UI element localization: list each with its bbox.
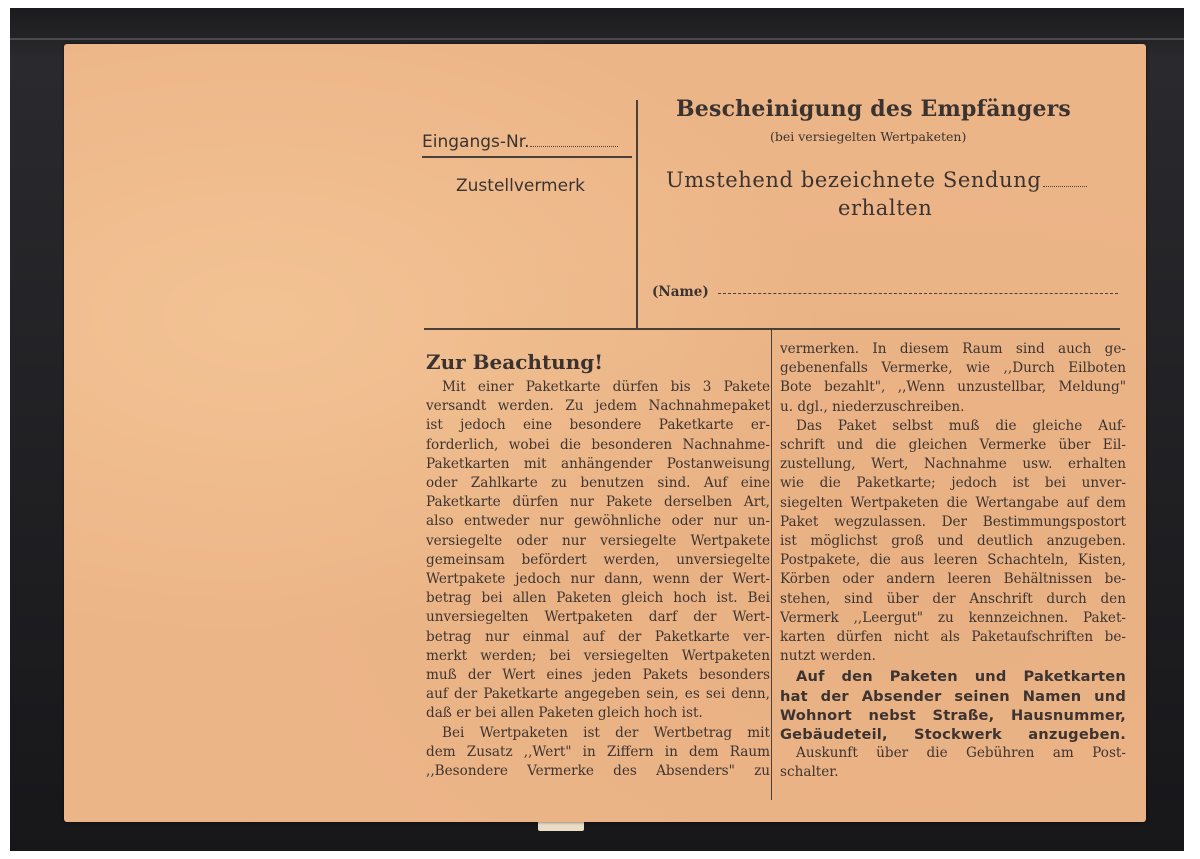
- text-line: stehen, sind über der Anschrift durch den: [780, 590, 1126, 607]
- sleeve-edge: [10, 38, 1184, 40]
- text-line: muß der Wert eines jeden Pakets besonders: [426, 667, 770, 684]
- sendung-line-2: erhalten: [838, 196, 933, 220]
- text-line: Wohnort nebst Straße, Hausnummer,: [780, 706, 1126, 724]
- text-line: Körben oder andern leeren Behältnissen be-: [780, 571, 1126, 588]
- notice-left-column: [426, 378, 770, 781]
- text-line: daß er bei allen Paketen gleich hoch ist.: [426, 705, 703, 722]
- text-line: karten dürfen nicht als Paketaufschriften be-: [780, 629, 1126, 646]
- notice-right-column: [780, 340, 1126, 783]
- text-line: merkt werden; bei versiegelten Wertpaketen: [426, 647, 770, 664]
- eingang-field: [422, 132, 618, 152]
- text-line: ,,Besondere Vermerke des Absenders" zu: [426, 763, 770, 780]
- beachtung-heading: Zur Beachtung!: [426, 350, 604, 374]
- zustellvermerk-label: Zustellvermerk: [456, 176, 585, 196]
- text-line: Paketkarte dürfen nur Pakete derselben Art,: [426, 494, 770, 511]
- text-line: Wertpakete jedoch nur dann, wenn der Wert-: [426, 571, 770, 588]
- text-line: schrift und die gleichen Vermerke über Eil-: [780, 437, 1126, 454]
- text-line: wie die Paketkarte; jedoch ist bei unver-: [780, 475, 1126, 492]
- text-line: u. dgl., niederzuschreiben.: [780, 398, 965, 415]
- middle-horizontal-divider: [424, 328, 1120, 330]
- text-line: Paketkarten mit anhängender Postanweisung: [426, 455, 770, 472]
- top-vertical-divider: [636, 100, 638, 328]
- text-line: unversiegelten Wertpaketen darf der Wert-: [426, 609, 770, 626]
- text-line: Postpakete, die aus leeren Schachteln, Kisten,: [780, 552, 1126, 569]
- certificate-title: Bescheinigung des Empfängers: [676, 96, 1072, 122]
- text-line: zustellung, Wert, Nachnahme usw. erhalten: [780, 456, 1126, 473]
- sender-address-notice: [780, 667, 1126, 744]
- name-dotted-line: [718, 293, 1118, 294]
- text-line: Mit einer Paketkarte dürfen bis 3 Pakete: [442, 379, 770, 395]
- text-line: Bei Wertpaketen ist der Wertbetrag mit: [442, 724, 770, 741]
- eingang-dotted-line: [530, 146, 618, 147]
- text-line: forderlich, wobei die besonderen Nachnahme-: [426, 436, 770, 453]
- name-label: (Name): [652, 284, 709, 300]
- text-line: oder Zahlkarte zu benutzen sind. Auf eine: [426, 475, 770, 492]
- text-line: ist jedoch eine besondere Paketkarte er-: [426, 417, 770, 434]
- text-line: betrag nur einmal auf der Paketkarte ver-: [426, 628, 770, 645]
- text-line: Gebäudeteil, Stockwerk anzugeben.: [780, 726, 1126, 744]
- text-line: betrag bei allen Paketen gleich hoch ist. Bei: [426, 590, 770, 607]
- text-line: Paket wegzulassen. Der Bestimmungspostort: [780, 513, 1126, 530]
- text-line: versandt werden. Zu jedem Nachnahmepaket: [426, 398, 770, 415]
- text-line: Das Paket selbst muß die gleiche Auf-: [796, 417, 1126, 434]
- text-line: versiegelte oder nur versiegelte Wertpakete: [426, 532, 770, 549]
- sendung-text: Umstehend bezeichnete Sendung: [666, 168, 1042, 192]
- text-line: siegelten Wertpaketen die Wertangabe auf dem: [780, 494, 1126, 511]
- bottom-vertical-divider: [771, 330, 772, 800]
- text-line: hat der Absender seinen Namen und: [780, 687, 1126, 705]
- certificate-subtitle: (bei versiegelten Wertpaketen): [770, 129, 967, 144]
- text-line: gebenenfalls Vermerke, wie ,,Durch Eilboten: [780, 360, 1126, 377]
- text-line: ist möglichst groß und deutlich anzugeben.: [780, 533, 1126, 550]
- eingang-underline: [422, 156, 632, 158]
- text-line: nutzt werden.: [780, 648, 876, 665]
- sendung-dotted-line: [1043, 186, 1087, 187]
- text-line: dem Zusatz ,,Wert" in Ziffern in dem Raum: [426, 743, 770, 760]
- parcel-card: [64, 44, 1146, 822]
- sendung-line-1: [666, 168, 1087, 192]
- text-line: gemeinsam befördert werden, unversiegelte: [426, 551, 770, 568]
- text-line: Vermerk ,,Leergut" zu kennzeichnen. Paket-: [780, 609, 1126, 626]
- text-line: also entweder nur gewöhnliche oder nur un-: [426, 513, 770, 530]
- text-line: Auskunft über die Gebühren am Post-: [796, 745, 1126, 762]
- text-line: auf der Paketkarte angegeben sein, es sei denn,: [426, 686, 770, 703]
- text-line: Bote bezahlt", ,,Wenn unzustellbar, Meldung": [780, 379, 1126, 396]
- eingang-label: Eingangs-Nr.: [422, 132, 530, 152]
- text-line: schalter.: [780, 764, 839, 781]
- text-line: Auf den Paketen und Paketkarten: [796, 668, 1126, 686]
- text-line: vermerken. In diesem Raum sind auch ge-: [780, 341, 1126, 357]
